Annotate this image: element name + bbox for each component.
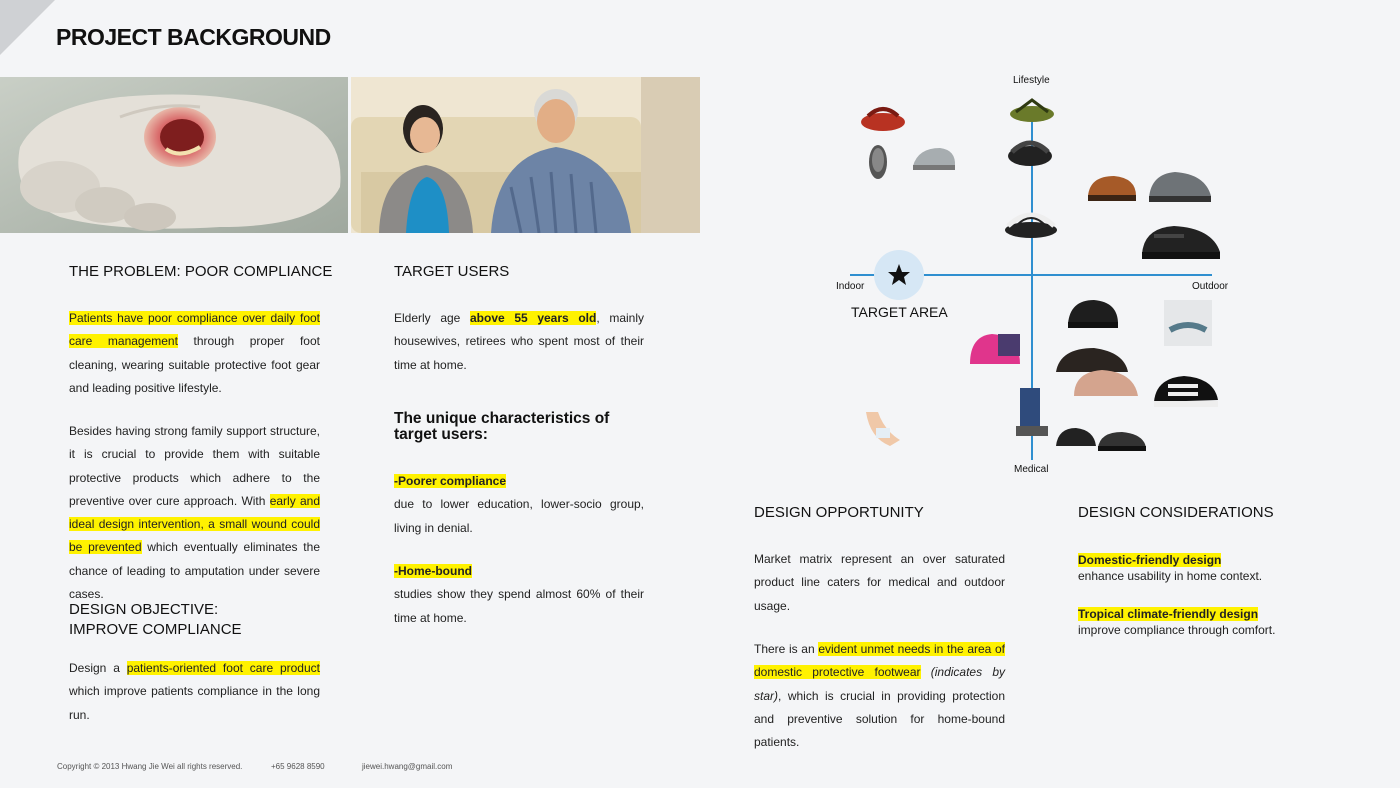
opportunity-paragraph-1: Market matrix represent an over saturated product line caters for medical and outdoor usage. (754, 552, 1005, 613)
medical-sandal-image (1164, 300, 1212, 346)
problem-text-a: Besides having strong family support structure, it is crucial to provide them with suitable protective products which adhere to the preventive over cure approach. With (69, 424, 320, 508)
objective-paragraph (69, 657, 320, 727)
opportunity-text-a: There is an (754, 642, 819, 656)
unique-characteristics-heading: The unique characteristics of target users: (394, 410, 610, 443)
footer-email: jiewei.hwang@gmail.com (362, 762, 453, 771)
matrix-lifestyle-label: Lifestyle (1013, 75, 1050, 86)
market-matrix (820, 70, 1240, 480)
characteristic-2-title: -Home-bound (394, 564, 472, 578)
bunion-splint-image (860, 408, 902, 450)
problem-highlight-2: early and ideal design intervention, a small wound could be prevented (69, 493, 320, 555)
shoe-black-slipon-image (1064, 292, 1122, 334)
insole-image (860, 142, 896, 182)
consideration-2-text: improve compliance through comfort. (1078, 623, 1276, 637)
problem-text: through proper foot cleaning, wearing suitable protective foot gear and leading positive lifestyle. (69, 334, 320, 395)
footer-copyright: Copyright © 2013 Hwang Jie Wei all rights reserved. (57, 762, 243, 771)
consideration-2 (1078, 606, 1338, 638)
opportunity-paragraph-2 (754, 638, 1005, 754)
problem-paragraph-1 (69, 307, 320, 400)
sandal-white-strap-image (1002, 200, 1060, 242)
post-op-shoe-image (1054, 422, 1098, 454)
objective-heading (69, 600, 242, 640)
consideration-1-text: enhance usability in home context. (1078, 569, 1263, 583)
corner-decoration (0, 0, 55, 55)
consideration-1 (1078, 552, 1338, 584)
opportunity-text-b: , which is crucial in providing protection and preventive solution for home-bound patients. (754, 688, 1005, 750)
shoe-black-straps-image (1150, 370, 1222, 412)
shoe-black-velcro-image (1138, 218, 1224, 264)
consideration-2-title: Tropical climate-friendly design (1078, 607, 1259, 621)
considerations-heading: DESIGN CONSIDERATIONS (1078, 504, 1274, 521)
sneaker-grey-image (1145, 164, 1215, 208)
post-op-sandal-image (1096, 426, 1148, 456)
objective-heading-line1: DESIGN OBJECTIVE: (69, 601, 219, 618)
matrix-medical-label: Medical (1014, 464, 1049, 475)
characteristic-1-text: due to lower education, lower-socio group, living in denial. (394, 497, 644, 535)
sandal-red-image (858, 100, 908, 136)
target-users-heading: TARGET USERS (394, 263, 510, 280)
characteristic-1-title: -Poorer compliance (394, 474, 507, 488)
wide-shoe-image (1054, 342, 1140, 398)
target-users-highlight: above 55 years old (470, 311, 597, 325)
consideration-1-title: Domestic-friendly design (1078, 553, 1222, 567)
opportunity-heading: DESIGN OPPORTUNITY (754, 504, 924, 521)
foot-wound-photo (0, 77, 348, 233)
characteristic-1 (394, 470, 644, 540)
objective-text-a: Design a (69, 661, 127, 675)
problem-heading: THE PROBLEM: POOR COMPLIANCE (69, 263, 333, 280)
characteristic-2 (394, 560, 644, 630)
opportunity-italic: (indicates by star) (754, 665, 1005, 703)
slipper-grey-image (910, 140, 958, 176)
pink-boot-image (966, 328, 1024, 372)
target-users-text-b: , mainly housewives, retirees who spent most of their time at home. (394, 311, 645, 372)
problem-text-b: which eventually eliminates the chance of leading to amputation under severe cases. (69, 540, 320, 602)
problem-paragraph-2 (69, 420, 320, 606)
objective-heading-line2: IMPROVE COMPLIANCE (69, 621, 242, 638)
characteristic-2-text: studies show they spend almost 60% of their time at home. (394, 587, 644, 625)
elderly-couple-photo (351, 77, 700, 233)
walker-boot-image (1014, 386, 1048, 438)
sandal-brown-image (1084, 166, 1140, 206)
target-area-label: TARGET AREA (851, 304, 948, 320)
target-users-paragraph (394, 307, 644, 377)
objective-highlight: patients-oriented foot care product (126, 661, 320, 675)
objective-text-b: which improve patients compliance in the long run. (69, 684, 320, 722)
footer-phone: +65 9628 8590 (271, 762, 325, 771)
sandal-black-image (1006, 130, 1054, 170)
flip-flop-image (1008, 94, 1056, 128)
problem-highlight: Patients have poor compliance over daily foot care management (69, 311, 320, 349)
matrix-indoor-label: Indoor (836, 281, 865, 292)
matrix-outdoor-label: Outdoor (1192, 281, 1229, 292)
page-title: PROJECT BACKGROUND (56, 24, 331, 50)
target-users-text-a: Elderly age (394, 311, 470, 325)
opportunity-highlight: evident unmet needs in the area of domestic protective footwear (754, 642, 1005, 680)
